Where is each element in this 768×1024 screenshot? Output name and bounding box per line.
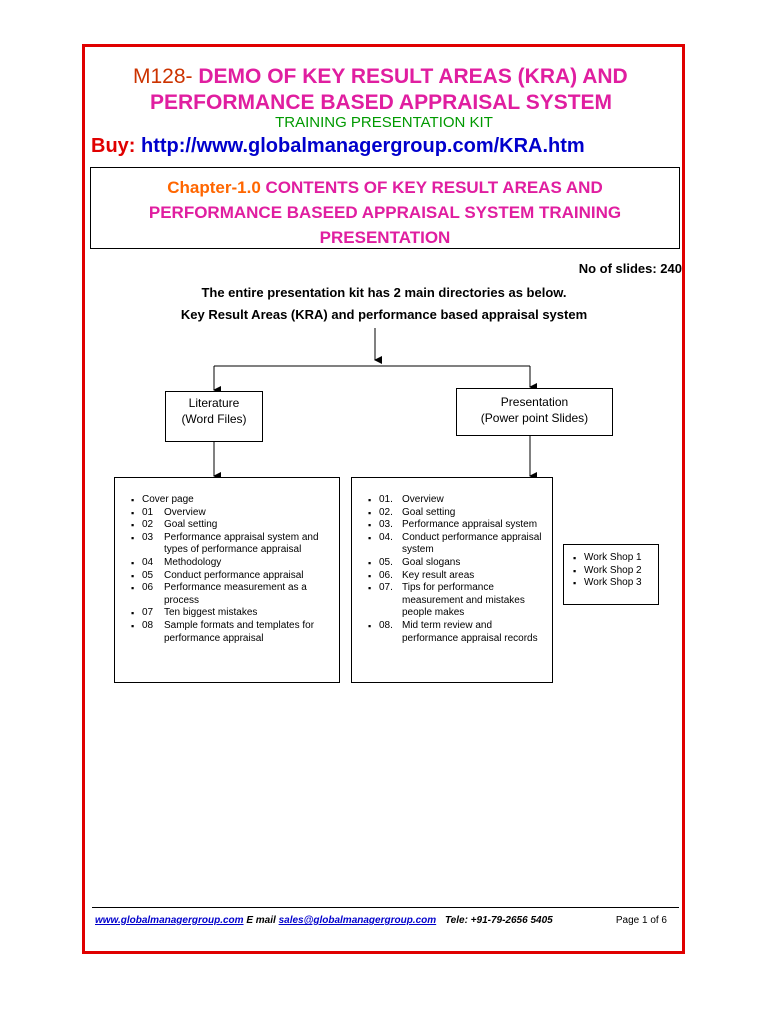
presentation-list (368, 494, 544, 645)
literature-item-text: Performance measurement as a process (164, 582, 307, 606)
literature-item-text: Performance appraisal system and types of performance appraisal (164, 531, 319, 556)
literature-item (131, 607, 331, 620)
kit-subtitle: TRAINING PRESENTATION KIT (275, 114, 493, 131)
presentation-item-number: ▪ 07. (379, 582, 393, 594)
workshop-list (573, 552, 654, 590)
presentation-item-number: ▪ 02. (379, 506, 393, 518)
footer-email-label: E mail (246, 915, 276, 926)
presentation-item-text: Mid term review and performance appraisal records (402, 619, 538, 644)
presentation-item (368, 507, 544, 520)
workshop-item: ▪ Work Shop 3 (573, 577, 654, 590)
literature-item-number: ▪ 06 (142, 582, 154, 594)
title-text-2: PERFORMANCE BASED APPRAISAL SYSTEM (150, 91, 613, 114)
workshop-item: ▪ Work Shop 1 (573, 552, 654, 565)
workshop-item: ▪ Work Shop 2 (573, 565, 654, 578)
presentation-item (368, 557, 544, 570)
product-code: M128- (133, 65, 193, 88)
presentation-item (368, 519, 544, 532)
literature-list (131, 494, 331, 645)
intro-line-1: The entire presentation kit has 2 main directories as below. (201, 285, 567, 300)
literature-item-number: ▪ 07 (142, 607, 154, 619)
literature-list-box (114, 477, 340, 683)
presentation-item-number: ▪ 08. (379, 619, 393, 631)
presentation-item-text: Key result areas (402, 569, 475, 581)
literature-item-text: Overview (164, 506, 206, 518)
page-number: Page 1 of 6 (615, 915, 667, 926)
presentation-item-number: ▪ 06. (379, 569, 393, 581)
presentation-item-number: ▪ 04. (379, 531, 393, 543)
slides-count: No of slides: 240 (578, 261, 682, 276)
footer-divider (92, 907, 679, 908)
presentation-label: Presentation (500, 395, 569, 409)
literature-node (165, 391, 263, 442)
presentation-item-text: Tips for performance measurement and mistakes people makes (402, 582, 525, 619)
literature-item (131, 557, 331, 570)
chapter-title-3: PRESENTATION (319, 228, 451, 247)
literature-item-text: ▪ Cover page (142, 494, 194, 505)
presentation-item-text: Overview (402, 494, 444, 505)
literature-item-text: Goal setting (164, 519, 218, 531)
literature-item (131, 507, 331, 520)
literature-item (131, 582, 331, 607)
literature-item-number: ▪ 02 (142, 519, 154, 531)
presentation-item (368, 494, 544, 507)
literature-item-text: Ten biggest mistakes (164, 607, 258, 619)
presentation-sublabel: (Power point Slides) (480, 411, 589, 425)
buy-link[interactable]: http://www.globalmanagergroup.com/KRA.htm (141, 135, 585, 157)
intro-line-2: Key Result Areas (KRA) and performance based appraisal system (180, 307, 588, 322)
literature-item-text: Methodology (164, 556, 222, 568)
literature-item-number: ▪ 04 (142, 556, 154, 568)
literature-item-number: ▪ 08 (142, 619, 154, 631)
literature-item-number: ▪ 01 (142, 506, 154, 518)
presentation-item-number: ▪ 03. (379, 519, 393, 531)
presentation-item (368, 582, 544, 620)
literature-item (131, 570, 331, 583)
presentation-item-text: Goal slogans (402, 556, 461, 568)
literature-item (131, 519, 331, 532)
literature-label: Literature (188, 396, 240, 410)
chapter-number: Chapter-1.0 (167, 178, 261, 197)
literature-item-number: ▪ 05 (142, 569, 154, 581)
footer-telephone: Tele: +91-79-2656 5405 (444, 915, 553, 926)
presentation-item-text: Performance appraisal system (402, 519, 538, 531)
presentation-item-number: ▪ 05. (379, 556, 393, 568)
title-text-1: DEMO OF KEY RESULT AREAS (KRA) AND (198, 65, 628, 88)
footer (95, 915, 667, 926)
literature-item-text: Conduct performance appraisal (164, 569, 304, 581)
presentation-item (368, 532, 544, 557)
presentation-list-box (351, 477, 553, 683)
literature-item (131, 532, 331, 557)
literature-item (131, 494, 331, 507)
presentation-item (368, 620, 544, 645)
footer-website-link[interactable]: www.globalmanagergroup.com (95, 915, 244, 926)
presentation-item-number: ▪ 01. (379, 494, 393, 505)
presentation-item-text: Conduct performance appraisal system (402, 531, 542, 556)
literature-sublabel: (Word Files) (181, 412, 247, 426)
presentation-item (368, 570, 544, 583)
workshop-list-box (563, 544, 659, 605)
presentation-node (456, 388, 613, 436)
literature-item-text: Sample formats and templates for performance appraisal (164, 619, 315, 644)
chapter-title-1: CONTENTS OF KEY RESULT AREAS AND (265, 178, 603, 197)
buy-label: Buy: (91, 135, 136, 157)
literature-item (131, 620, 331, 645)
literature-item-number: ▪ 03 (142, 531, 154, 543)
presentation-item-text: Goal setting (402, 506, 456, 518)
chapter-title-2: PERFORMANCE BASEED APPRAISAL SYSTEM TRAINING (148, 203, 622, 222)
footer-email-link[interactable]: sales@globalmanagergroup.com (278, 915, 437, 926)
